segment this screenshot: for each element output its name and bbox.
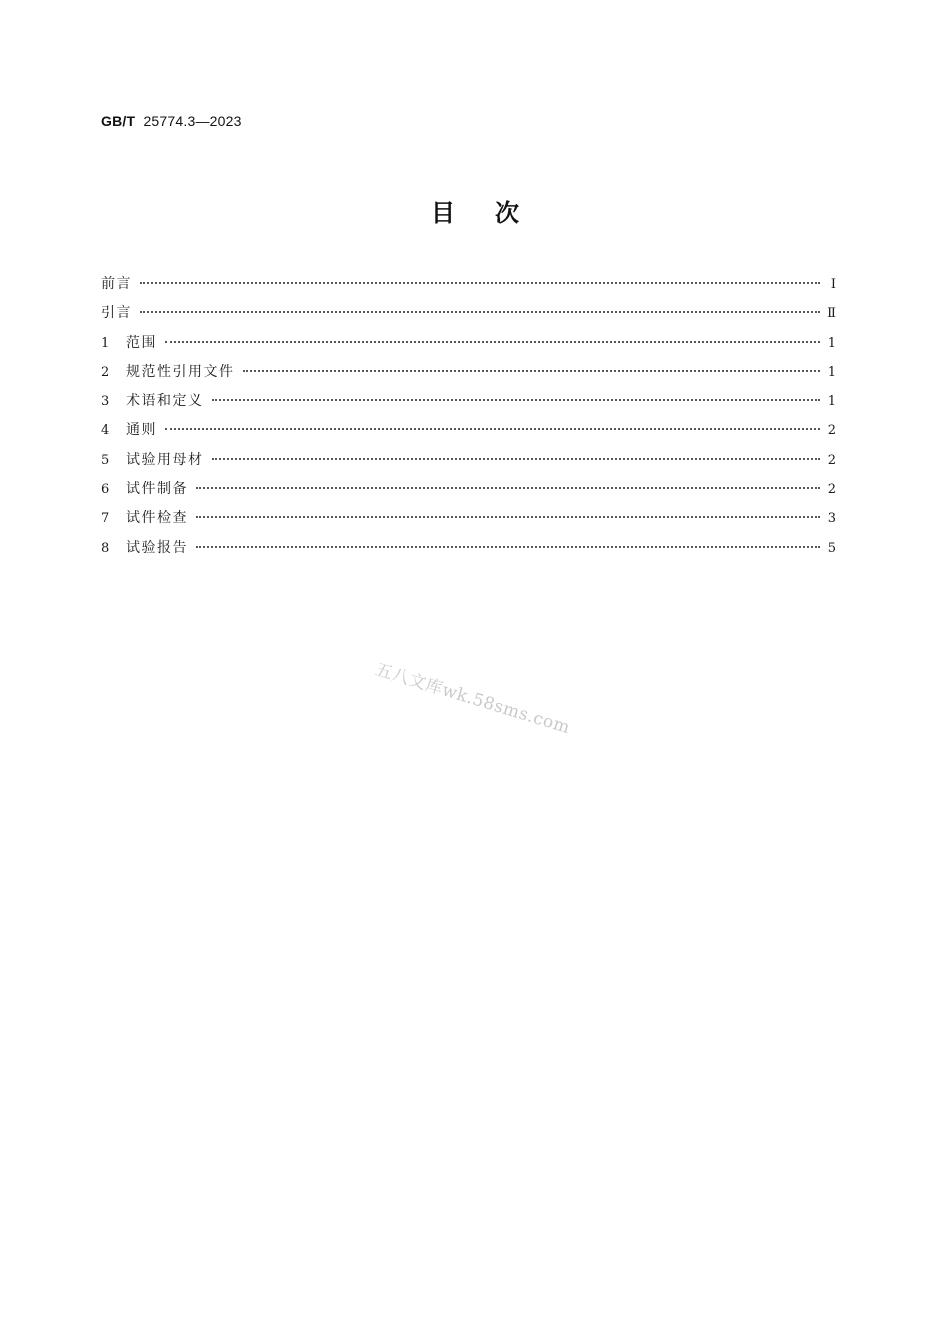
standard-code — [101, 113, 242, 129]
watermark: 五八文库wk.58sms.com — [372, 659, 573, 739]
toc-entry-label: 引言 — [101, 305, 132, 322]
toc-entry-page: 5 — [827, 540, 836, 556]
toc-entry-2[interactable] — [101, 360, 836, 389]
toc-entry-number: 6 — [101, 482, 110, 498]
toc-entry-label: 规范性引用文件 — [126, 363, 235, 380]
toc-entry-label: 术语和定义 — [126, 393, 204, 410]
toc-entry-7[interactable] — [101, 506, 836, 535]
toc-entry-page: Ⅰ — [830, 277, 836, 292]
toc-leader-dots — [243, 370, 821, 372]
toc-entry-page: 3 — [827, 511, 836, 527]
toc-leader-dots — [212, 399, 821, 401]
toc-entry-label: 范围 — [126, 334, 157, 351]
toc-entry-3[interactable] — [101, 389, 836, 418]
toc-entry-page: 1 — [827, 364, 836, 380]
toc-leader-dots — [140, 311, 820, 313]
toc-entry-page: 2 — [827, 452, 836, 468]
toc-entry-number: 2 — [101, 364, 110, 380]
toc-entry-8[interactable] — [101, 536, 836, 565]
toc-entry-number: 4 — [101, 423, 110, 439]
standard-prefix: GB/T — [101, 113, 136, 129]
toc-leader-dots — [140, 282, 820, 284]
toc-leader-dots — [196, 546, 820, 548]
toc-entry-number: 8 — [101, 540, 110, 556]
toc-leader-dots — [165, 428, 820, 430]
toc-entry-page: 2 — [827, 423, 836, 439]
toc-entry-label: 通则 — [126, 422, 157, 439]
toc-leader-dots — [196, 487, 820, 489]
toc-entry-label: 前言 — [101, 276, 132, 292]
toc-entry-label: 试件检查 — [126, 510, 188, 527]
table-of-contents — [101, 272, 836, 565]
page-title: 目次 — [431, 199, 559, 227]
toc-leader-dots — [212, 458, 821, 460]
toc-leader-dots — [165, 341, 820, 343]
toc-entry-foreword[interactable] — [101, 272, 836, 301]
toc-entry-number: 3 — [101, 394, 110, 410]
toc-entry-5[interactable] — [101, 448, 836, 477]
toc-entry-page: 1 — [827, 394, 836, 410]
toc-entry-number: 5 — [101, 452, 110, 468]
toc-leader-dots — [196, 516, 820, 518]
toc-entry-page: 1 — [827, 335, 836, 351]
toc-entry-1[interactable] — [101, 331, 836, 360]
toc-entry-label: 试件制备 — [126, 481, 188, 498]
toc-entry-4[interactable] — [101, 418, 836, 447]
toc-entry-page: 2 — [827, 482, 836, 498]
toc-entry-label: 试验报告 — [126, 539, 188, 556]
toc-entry-introduction[interactable] — [101, 301, 836, 330]
toc-entry-number: 7 — [101, 511, 110, 527]
toc-entry-6[interactable] — [101, 477, 836, 506]
toc-entry-number: 1 — [101, 335, 110, 351]
standard-number: 25774.3—2023 — [143, 113, 242, 129]
toc-entry-label: 试验用母材 — [126, 451, 204, 468]
toc-entry-page: Ⅱ — [827, 306, 836, 322]
